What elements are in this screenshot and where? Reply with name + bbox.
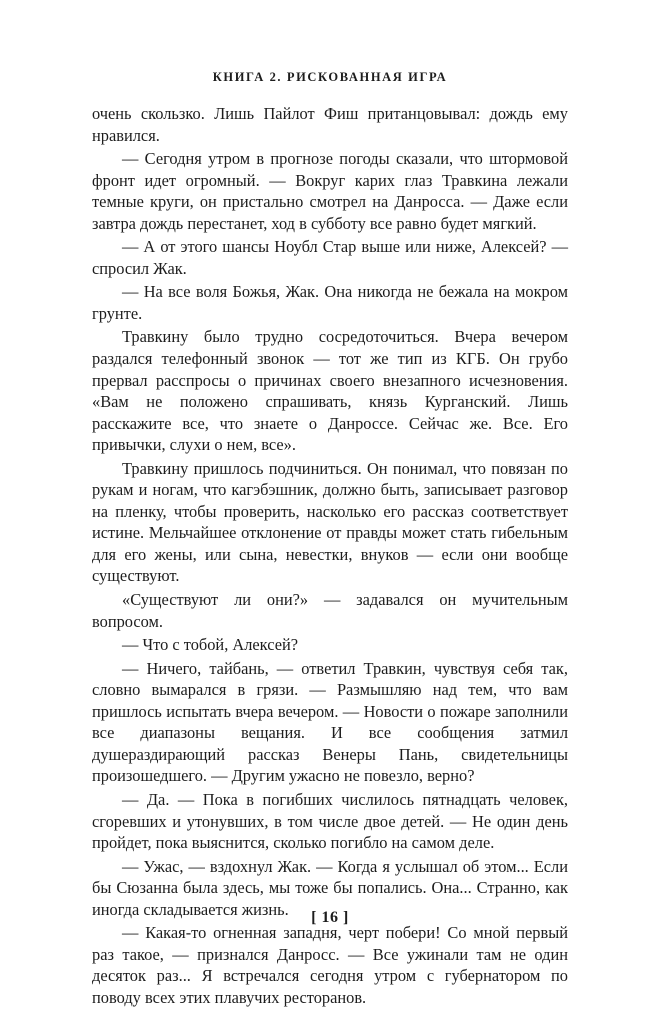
paragraph: — Что с тобой, Алексей? [122,635,299,655]
body-text [92,103,568,1010]
paragraph: — А от этого шансы Ноубл Стар выше или ниже, Алексей? — спросил Жак. [92,237,568,278]
page-number: [ 16 ] [311,909,349,926]
paragraph: «Существуют ли они?» — задавался он мучительным вопросом. [92,590,568,631]
paragraph: — Какая-то огненная западня, черт побери! Со мной первый раз такое, — признался Данросс. — Все ужинали там не один десяток раз... Я встречался сегодня утром с губернатором по поводу всех этих плавучих ресторанов. [92,923,568,1007]
paragraph: Травкину пришлось подчиниться. Он понимал, что повязан по рукам и ногам, что кагэбэшник, должно быть, записывает разговор на пленку, чтобы проверить, насколько его рассказ соответствует истине. Мельчайшее отклонение от правды может стать гибельным для его жены, или сына, невестки, внуков — если они вообще существуют. [92,458,568,586]
paragraph: Травкину было трудно сосредоточиться. Вчера вечером раздался телефонный звонок — тот же тип из КГБ. Он грубо прервал расспросы о причинах своего внезапного исчезновения. «Вам не положено спрашивать, князь Курганский. Лишь расскажите все, что знаете о Данроссе. Сейчас же. Все. Его привычки, слухи о нем, все». [92,327,568,455]
paragraph: очень скользко. Лишь Пайлот Фиш пританцовывал: дождь ему нравился. [92,104,568,145]
paragraph: — Сегодня утром в прогнозе погоды сказали, что штормовой фронт идет огромный. — Вокруг карих глаз Травкина лежали темные круги, он пристально смотрел на Данросса. — Даже если завтра дождь перестанет, ход в субботу все равно будет мягкий. [92,149,568,233]
paragraph: — На все воля Божья, Жак. Она никогда не бежала на мокром грунте. [92,282,568,323]
paragraph: — Ничего, тайбань, — ответил Травкин, чувствуя себя так, словно вымарался в грязи. — Размышляю над тем, что вам пришлось испытать вчера вечером. — Новости о пожаре заполнили все диапазоны вещания. И все сообщения затмил душераздирающий рассказ Венеры Пань, свидетельницы произошедшего. — Другим ужасно не повезло, верно? [92,658,568,786]
paragraph: — Ужас, — вздохнул Жак. — Когда я услышал об этом... Если бы Сюзанна была здесь, мы тоже бы попались. Она... Странно, как иногда складывается жизнь. [92,856,568,919]
paragraph: — Да. — Пока в погибших числилось пятнадцать человек, сгоревших и утонувших, в том числе двое детей. — Не один день пройдет, пока выяснится, сколько погибло на самом деле. [92,789,568,853]
running-head: КНИГА 2. РИСКОВАННАЯ ИГРА [212,70,448,84]
